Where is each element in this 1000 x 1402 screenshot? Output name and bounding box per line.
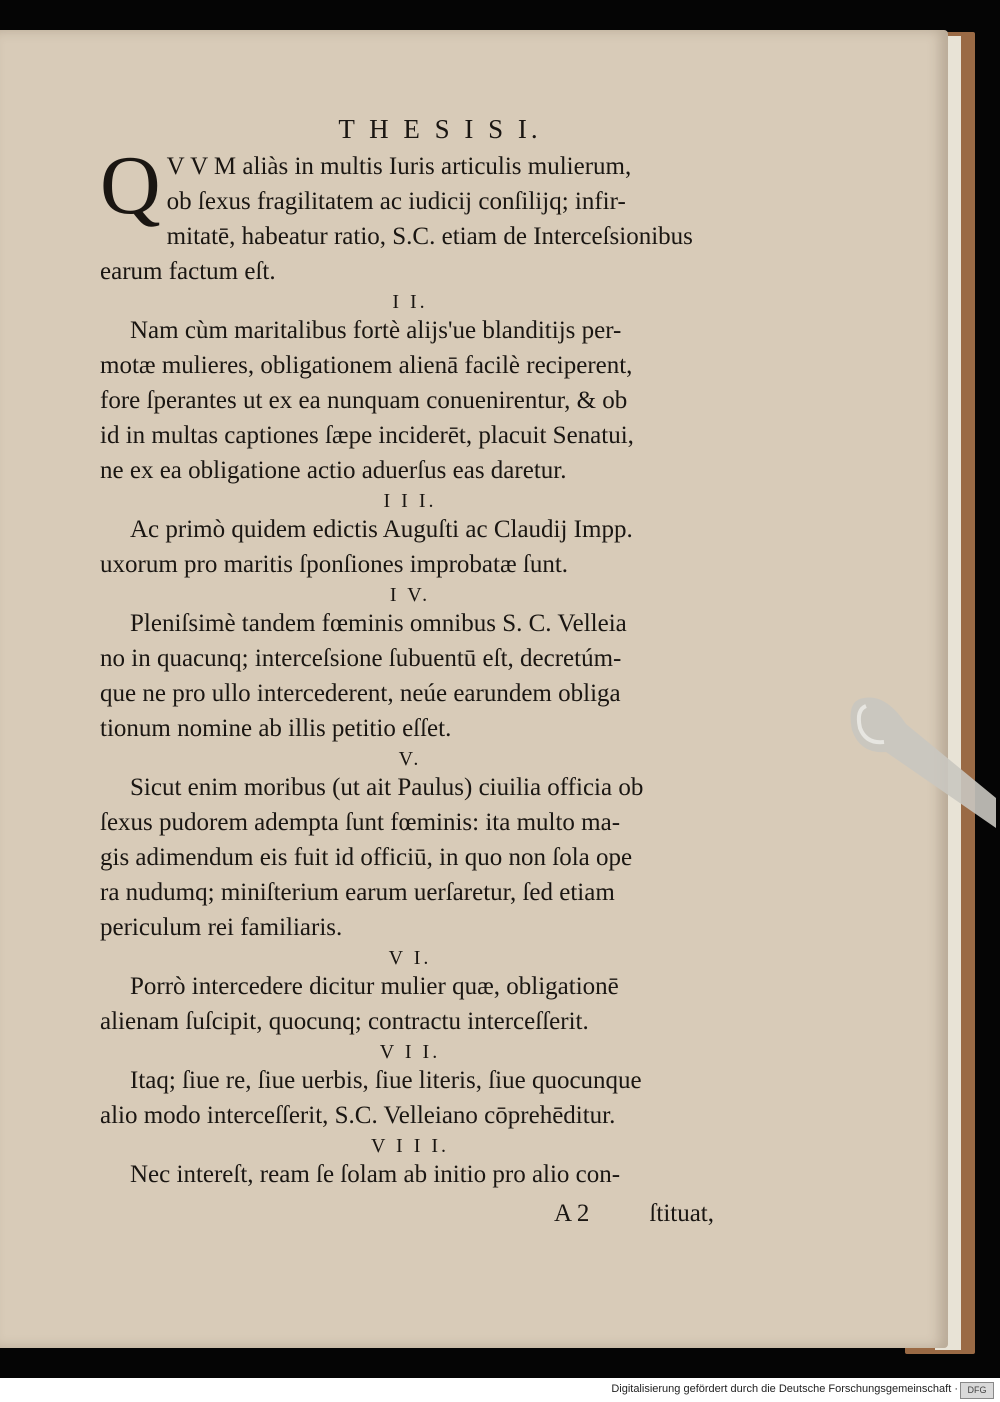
text-line: gis adimendum eis fuit id officiū, in quo non ſola ope <box>100 844 633 871</box>
text-line: id in multas captiones ſæpe inciderēt, placuit Senatui, <box>100 422 634 449</box>
text-line: periculum rei familiaris. <box>100 914 343 941</box>
drop-cap: Q <box>100 139 161 232</box>
section-number: I V. <box>389 584 431 606</box>
section-4 <box>100 606 720 746</box>
text-line: ra nudumq; miniſterium earum uerſaretur, ſed etiam <box>100 879 615 906</box>
text-line: motæ mulieres, obligationem alienā facilè reciperent, <box>100 352 633 379</box>
footer-bar <box>0 1378 1000 1402</box>
text-line: alienam ſuſcipit, quocunq; contractu interceſſerit. <box>100 1008 589 1035</box>
section-3 <box>100 512 720 582</box>
section-number: V. <box>398 748 422 770</box>
text-line: mitatē, habeatur ratio, S.C. etiam de Interceſsionibus <box>166 223 693 250</box>
page-title: T H E S I S I. <box>338 114 542 144</box>
section-6 <box>100 969 720 1039</box>
text-line: tionum nomine ab illis petitio eſſet. <box>100 715 452 742</box>
text-line: ne ex ea obligatione actio aduerſus eas daretur. <box>100 457 567 484</box>
signature-line <box>100 1196 720 1231</box>
text-line: fore ſperantes ut ex ea nunquam conuenirentur, & ob <box>100 387 628 414</box>
funding-credit: Digitalisierung gefördert durch die Deutsche Forschungsgemeinschaft · <box>611 1383 958 1395</box>
text-line: Porrò intercedere dicitur mulier quæ, obligationē <box>130 973 619 1000</box>
text-line: uxorum pro maritis ſponſiones improbatæ ſunt. <box>100 551 569 578</box>
text-line: V V M aliàs in multis Iuris articulis mulierum, <box>166 153 632 180</box>
text-line: Ac primò quidem edictis Auguſti ac Claudij Impp. <box>130 516 633 543</box>
page-text <box>100 112 720 1231</box>
section-number: I I. <box>392 291 428 313</box>
text-line: ob ſexus fragilitatem ac iudicij conſilijq; infir- <box>166 188 626 215</box>
section-number: V I I. <box>379 1041 441 1063</box>
text-line: Nec intereſt, ream ſe ſolam ab initio pro alio con- <box>130 1161 621 1188</box>
text-line: alio modo interceſſerit, S.C. Velleiano cōprehēditur. <box>100 1102 616 1129</box>
dfg-logo: DFG <box>960 1382 994 1399</box>
text-line: ſexus pudorem adempta ſunt fœminis: ita multo ma- <box>100 809 621 836</box>
section-number: V I. <box>388 947 432 969</box>
text-line: que ne pro ullo intercederent, neúe earundem obliga <box>100 680 621 707</box>
text-line: Itaq; ſiue re, ſiue uerbis, ſiue literis, ſiue quocunque <box>130 1067 642 1094</box>
text-line: Sicut enim moribus (ut ait Paulus) ciuilia officia ob <box>130 774 644 801</box>
text-line: Pleniſsimè tandem fœminis omnibus S. C. Velleia <box>130 610 627 637</box>
text-line: earum factum eſt. <box>100 258 276 285</box>
signature-mark: A 2 <box>553 1200 590 1227</box>
section-5 <box>100 770 720 945</box>
section-2 <box>100 313 720 488</box>
section-8 <box>100 1157 720 1192</box>
text-line: Nam cùm maritalibus fortè alijs'ue blanditijs per- <box>130 317 622 344</box>
section-number: V I I I. <box>370 1135 450 1157</box>
paper-clip-icon <box>846 688 996 838</box>
section-number: I I I. <box>383 490 437 512</box>
section-7 <box>100 1063 720 1133</box>
text-line: no in quacunq; interceſsione ſubuentū eſt, decretúm- <box>100 645 622 672</box>
section-1 <box>100 139 720 289</box>
catchword: ſtituat, <box>649 1200 714 1227</box>
